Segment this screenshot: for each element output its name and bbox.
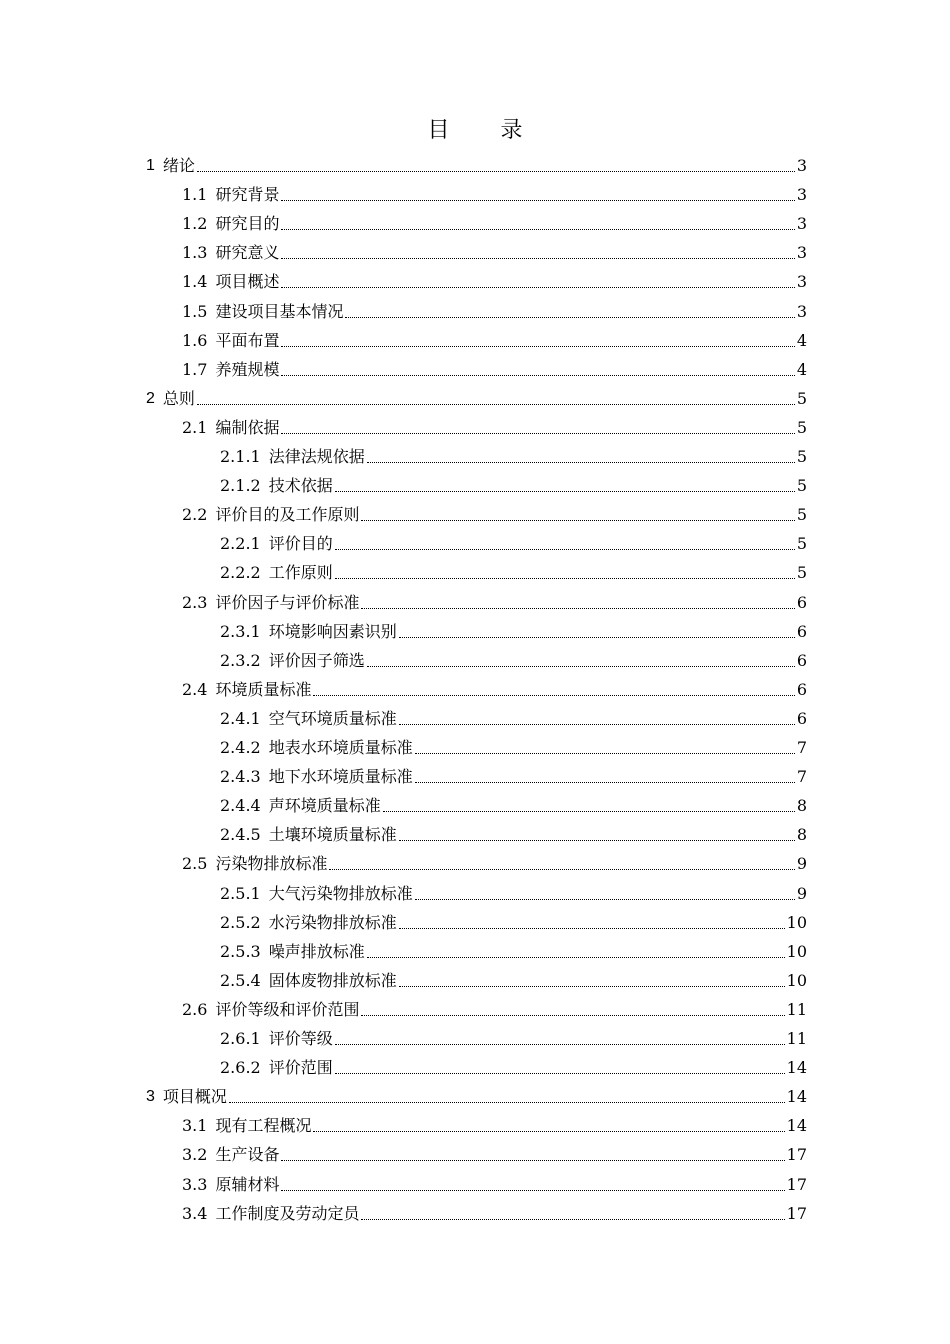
toc-entry-page-number: 5 <box>796 447 807 466</box>
toc-entry[interactable] <box>146 1078 807 1107</box>
toc-entry-number: 3.3 <box>182 1174 208 1194</box>
toc-dot-leader <box>335 1072 785 1074</box>
toc-entry-page-number: 14 <box>786 1058 807 1078</box>
toc-entry-number: 2.6.1 <box>220 1029 261 1048</box>
toc-dot-leader <box>399 985 785 987</box>
toc-entry-number: 3.1 <box>182 1116 208 1136</box>
toc-entry-page-number: 14 <box>786 1087 807 1107</box>
toc-dot-leader <box>361 1218 784 1220</box>
toc-entry-label: 研究背景 <box>215 185 280 205</box>
toc-entry-label: 水污染物排放标准 <box>268 912 397 932</box>
toc-entry-page-number: 11 <box>786 999 807 1019</box>
toc-entry-page-number: 5 <box>796 388 807 408</box>
toc-entry-label: 评价目的及工作原则 <box>215 505 360 525</box>
toc-entry[interactable] <box>220 1049 807 1078</box>
toc-entry-number: 3.4 <box>182 1203 208 1223</box>
toc-entry-page-number: 3 <box>796 301 807 321</box>
toc-entry-number: 2.3 <box>182 592 208 612</box>
toc-entry-number: 1.5 <box>182 301 208 321</box>
toc-entry-page-number: 7 <box>796 738 807 757</box>
toc-entry-label: 环境质量标准 <box>215 679 312 699</box>
toc-dot-leader <box>367 956 785 958</box>
toc-entry[interactable] <box>182 351 807 380</box>
toc-entry-number: 1.6 <box>182 330 208 350</box>
toc-entry-page-number: 6 <box>796 679 807 699</box>
toc-entry-number: 1.1 <box>182 185 208 205</box>
toc-entry-label: 环境影响因素识别 <box>268 621 397 641</box>
toc-dot-leader <box>313 1130 784 1132</box>
toc-dot-leader <box>313 694 794 696</box>
toc-entry-label: 项目概况 <box>162 1087 227 1107</box>
page-title: 目 录 <box>427 118 545 143</box>
toc-dot-leader <box>399 927 785 929</box>
toc-entry-page-number: 5 <box>796 563 807 583</box>
toc-entry-page-number: 6 <box>796 592 807 612</box>
toc-entry-label: 评价目的 <box>268 534 333 554</box>
toc-entry[interactable] <box>220 613 807 642</box>
toc-dot-leader <box>281 1159 784 1161</box>
toc-dot-leader <box>281 228 794 230</box>
toc-entry[interactable] <box>182 1136 807 1165</box>
toc-entry-label: 污染物排放标准 <box>215 854 328 874</box>
toc-entry-label: 评价范围 <box>268 1058 333 1078</box>
toc-entry-label: 研究目的 <box>215 214 280 234</box>
toc-dot-leader <box>415 898 795 900</box>
toc-entry-page-number: 5 <box>796 505 807 525</box>
toc-entry[interactable] <box>182 584 807 613</box>
toc-entry-label: 生产设备 <box>215 1145 280 1165</box>
toc-entry-label: 养殖规模 <box>215 359 280 379</box>
toc-entry-label: 总则 <box>162 388 195 408</box>
toc-entry-page-number: 5 <box>796 476 807 496</box>
toc-entry[interactable] <box>146 380 807 409</box>
toc-entry-page-number: 3 <box>796 156 807 175</box>
toc-entry-label: 工作原则 <box>268 563 333 583</box>
toc-entry[interactable] <box>182 496 807 525</box>
toc-entry[interactable] <box>220 933 807 962</box>
toc-entry-label: 评价等级和评价范围 <box>215 999 360 1019</box>
toc-entry-label: 编制依据 <box>215 417 280 437</box>
toc-entry-label: 工作制度及劳动定员 <box>215 1203 360 1223</box>
toc-entry-label: 法律法规依据 <box>268 447 365 466</box>
toc-dot-leader <box>281 257 794 259</box>
toc-entry-number: 2.1.2 <box>220 476 261 496</box>
toc-entry-number: 2.6.2 <box>220 1058 261 1078</box>
toc-entry[interactable] <box>182 1166 807 1195</box>
toc-entry[interactable] <box>220 904 807 933</box>
toc-entry-number: 1.3 <box>182 243 208 263</box>
toc-entry-number: 2.4.4 <box>220 796 261 816</box>
toc-entry-label: 空气环境质量标准 <box>268 708 397 728</box>
toc-entry[interactable] <box>220 700 807 729</box>
toc-entry-label: 原辅材料 <box>215 1174 280 1194</box>
toc-dot-leader <box>345 316 794 318</box>
toc-dot-leader <box>281 345 794 347</box>
toc-entry[interactable] <box>182 991 807 1020</box>
toc-dot-leader <box>335 548 795 550</box>
toc-dot-leader <box>361 1014 784 1016</box>
toc-entry[interactable] <box>182 1107 807 1136</box>
toc-entry-number: 2.4.3 <box>220 767 261 787</box>
toc-entry-number: 1 <box>146 157 155 174</box>
toc-entry-number: 2.4.2 <box>220 738 261 757</box>
toc-entry[interactable] <box>220 758 807 787</box>
toc-entry[interactable] <box>220 875 807 904</box>
toc-entry-page-number: 6 <box>796 650 807 670</box>
toc-entry-number: 2.4.5 <box>220 825 261 845</box>
toc-entry-label: 评价因子筛选 <box>268 650 365 670</box>
toc-entry-page-number: 10 <box>786 912 807 932</box>
toc-dot-leader <box>367 461 795 463</box>
toc-entry-number: 2.4.1 <box>220 708 261 728</box>
toc-entry-number: 2.3.1 <box>220 621 261 641</box>
toc-entry[interactable] <box>182 293 807 322</box>
toc-entry-page-number: 17 <box>786 1145 807 1165</box>
toc-entry-page-number: 8 <box>796 825 807 845</box>
toc-entry-label: 地表水环境质量标准 <box>268 738 413 757</box>
toc-entry-page-number: 5 <box>796 534 807 554</box>
toc-entry-label: 噪声排放标准 <box>268 941 365 961</box>
toc-dot-leader <box>361 519 794 521</box>
toc-entry[interactable] <box>182 322 807 351</box>
toc-entry-page-number: 7 <box>796 767 807 787</box>
toc-entry-page-number: 3 <box>796 185 807 205</box>
toc-entry-page-number: 10 <box>786 941 807 961</box>
toc-dot-leader <box>399 839 795 841</box>
toc-entry-number: 1.7 <box>182 359 208 379</box>
toc-entry[interactable] <box>220 729 807 758</box>
toc-dot-leader <box>335 1043 785 1045</box>
toc-dot-leader <box>281 1189 784 1191</box>
toc-entry-number: 2.1.1 <box>220 447 261 466</box>
toc-entry-number: 2.2.2 <box>220 563 261 583</box>
toc-entry[interactable] <box>220 787 807 816</box>
toc-entry-page-number: 4 <box>796 330 807 350</box>
toc-entry-label: 绪论 <box>162 156 195 175</box>
toc-entry-number: 1.2 <box>182 214 208 234</box>
toc-entry-label: 大气污染物排放标准 <box>268 883 413 903</box>
toc-entry-label: 评价因子与评价标准 <box>215 592 360 612</box>
toc-entry-page-number: 3 <box>796 243 807 263</box>
toc-entry-number: 2.5.1 <box>220 883 261 903</box>
toc-entry[interactable] <box>182 671 807 700</box>
toc-dot-leader <box>197 170 795 172</box>
toc-entry[interactable] <box>182 1195 807 1224</box>
toc-entry[interactable] <box>182 409 807 438</box>
toc-entry-label: 研究意义 <box>215 243 280 263</box>
toc-entry-label: 项目概述 <box>215 272 280 292</box>
toc-dot-leader <box>415 752 795 754</box>
toc-entry-label: 平面布置 <box>215 330 280 350</box>
toc-entry-page-number: 4 <box>796 359 807 379</box>
toc-entry-page-number: 3 <box>796 214 807 234</box>
toc-dot-leader <box>229 1101 785 1103</box>
toc-entry-number: 2.5.3 <box>220 941 261 961</box>
toc-entry[interactable] <box>220 962 807 991</box>
toc-entry-number: 2.4 <box>182 679 208 699</box>
toc-entry[interactable] <box>146 147 807 176</box>
toc-entry-page-number: 6 <box>796 708 807 728</box>
toc-entry[interactable] <box>182 845 807 874</box>
toc-entry-number: 3 <box>146 1088 155 1106</box>
toc-dot-leader <box>281 286 794 288</box>
toc-entry-number: 1.4 <box>182 272 208 292</box>
toc-dot-leader <box>281 374 794 376</box>
toc-dot-leader <box>399 723 795 725</box>
toc-entry[interactable] <box>220 438 807 467</box>
toc-entry-number: 2.5.2 <box>220 912 261 932</box>
toc-entry[interactable] <box>220 816 807 845</box>
toc-entry-label: 土壤环境质量标准 <box>268 825 397 845</box>
toc-entry[interactable] <box>182 234 807 263</box>
toc-entry-label: 评价等级 <box>268 1029 333 1048</box>
toc-entry-page-number: 14 <box>786 1116 807 1136</box>
toc-entry-number: 2.5.4 <box>220 970 261 990</box>
toc-entry-page-number: 17 <box>786 1203 807 1223</box>
toc-entry-number: 2.6 <box>182 999 208 1019</box>
toc-dot-leader <box>415 781 795 783</box>
toc-dot-leader <box>361 607 794 609</box>
toc-entry-page-number: 8 <box>796 796 807 816</box>
toc-dot-leader <box>281 199 794 201</box>
toc-entry-page-number: 11 <box>786 1029 807 1048</box>
toc-entry[interactable] <box>182 205 807 234</box>
toc-dot-leader <box>281 432 794 434</box>
toc-entry-page-number: 9 <box>796 854 807 874</box>
toc-entry-number: 2 <box>146 389 155 407</box>
toc-entry-label: 现有工程概况 <box>215 1116 312 1136</box>
toc-entry-number: 2.1 <box>182 417 208 437</box>
toc-entry[interactable] <box>182 176 807 205</box>
toc-dot-leader <box>335 577 795 579</box>
toc-entry[interactable] <box>220 642 807 671</box>
toc-dot-leader <box>329 868 794 870</box>
toc-entry-page-number: 3 <box>796 272 807 292</box>
toc-entry[interactable] <box>220 525 807 554</box>
toc-entry[interactable] <box>220 554 807 583</box>
toc-entry-label: 固体废物排放标准 <box>268 970 397 990</box>
toc-entry-label: 声环境质量标准 <box>268 796 381 816</box>
toc-dot-leader <box>399 636 795 638</box>
toc-dot-leader <box>197 403 795 405</box>
toc-entry-number: 2.3.2 <box>220 650 261 670</box>
toc-entry-number: 2.2 <box>182 505 208 525</box>
toc-entry-page-number: 17 <box>786 1174 807 1194</box>
toc-entry-page-number: 6 <box>796 621 807 641</box>
toc-entry[interactable] <box>220 467 807 496</box>
toc-dot-leader <box>367 665 795 667</box>
toc-entry-page-number: 10 <box>786 970 807 990</box>
toc-entry-number: 2.5 <box>182 854 208 874</box>
toc-entry-page-number: 9 <box>796 883 807 903</box>
toc-entry-label: 技术依据 <box>268 476 333 496</box>
toc-entry-number: 2.2.1 <box>220 534 261 554</box>
toc-entry[interactable] <box>182 263 807 292</box>
toc-entry-number: 3.2 <box>182 1145 208 1165</box>
toc-entry-page-number: 5 <box>796 417 807 437</box>
toc-dot-leader <box>335 490 795 492</box>
toc-entry-label: 建设项目基本情况 <box>215 301 344 321</box>
toc-entry-label: 地下水环境质量标准 <box>268 767 413 787</box>
toc-entry[interactable] <box>220 1020 807 1049</box>
toc-dot-leader <box>383 810 795 812</box>
